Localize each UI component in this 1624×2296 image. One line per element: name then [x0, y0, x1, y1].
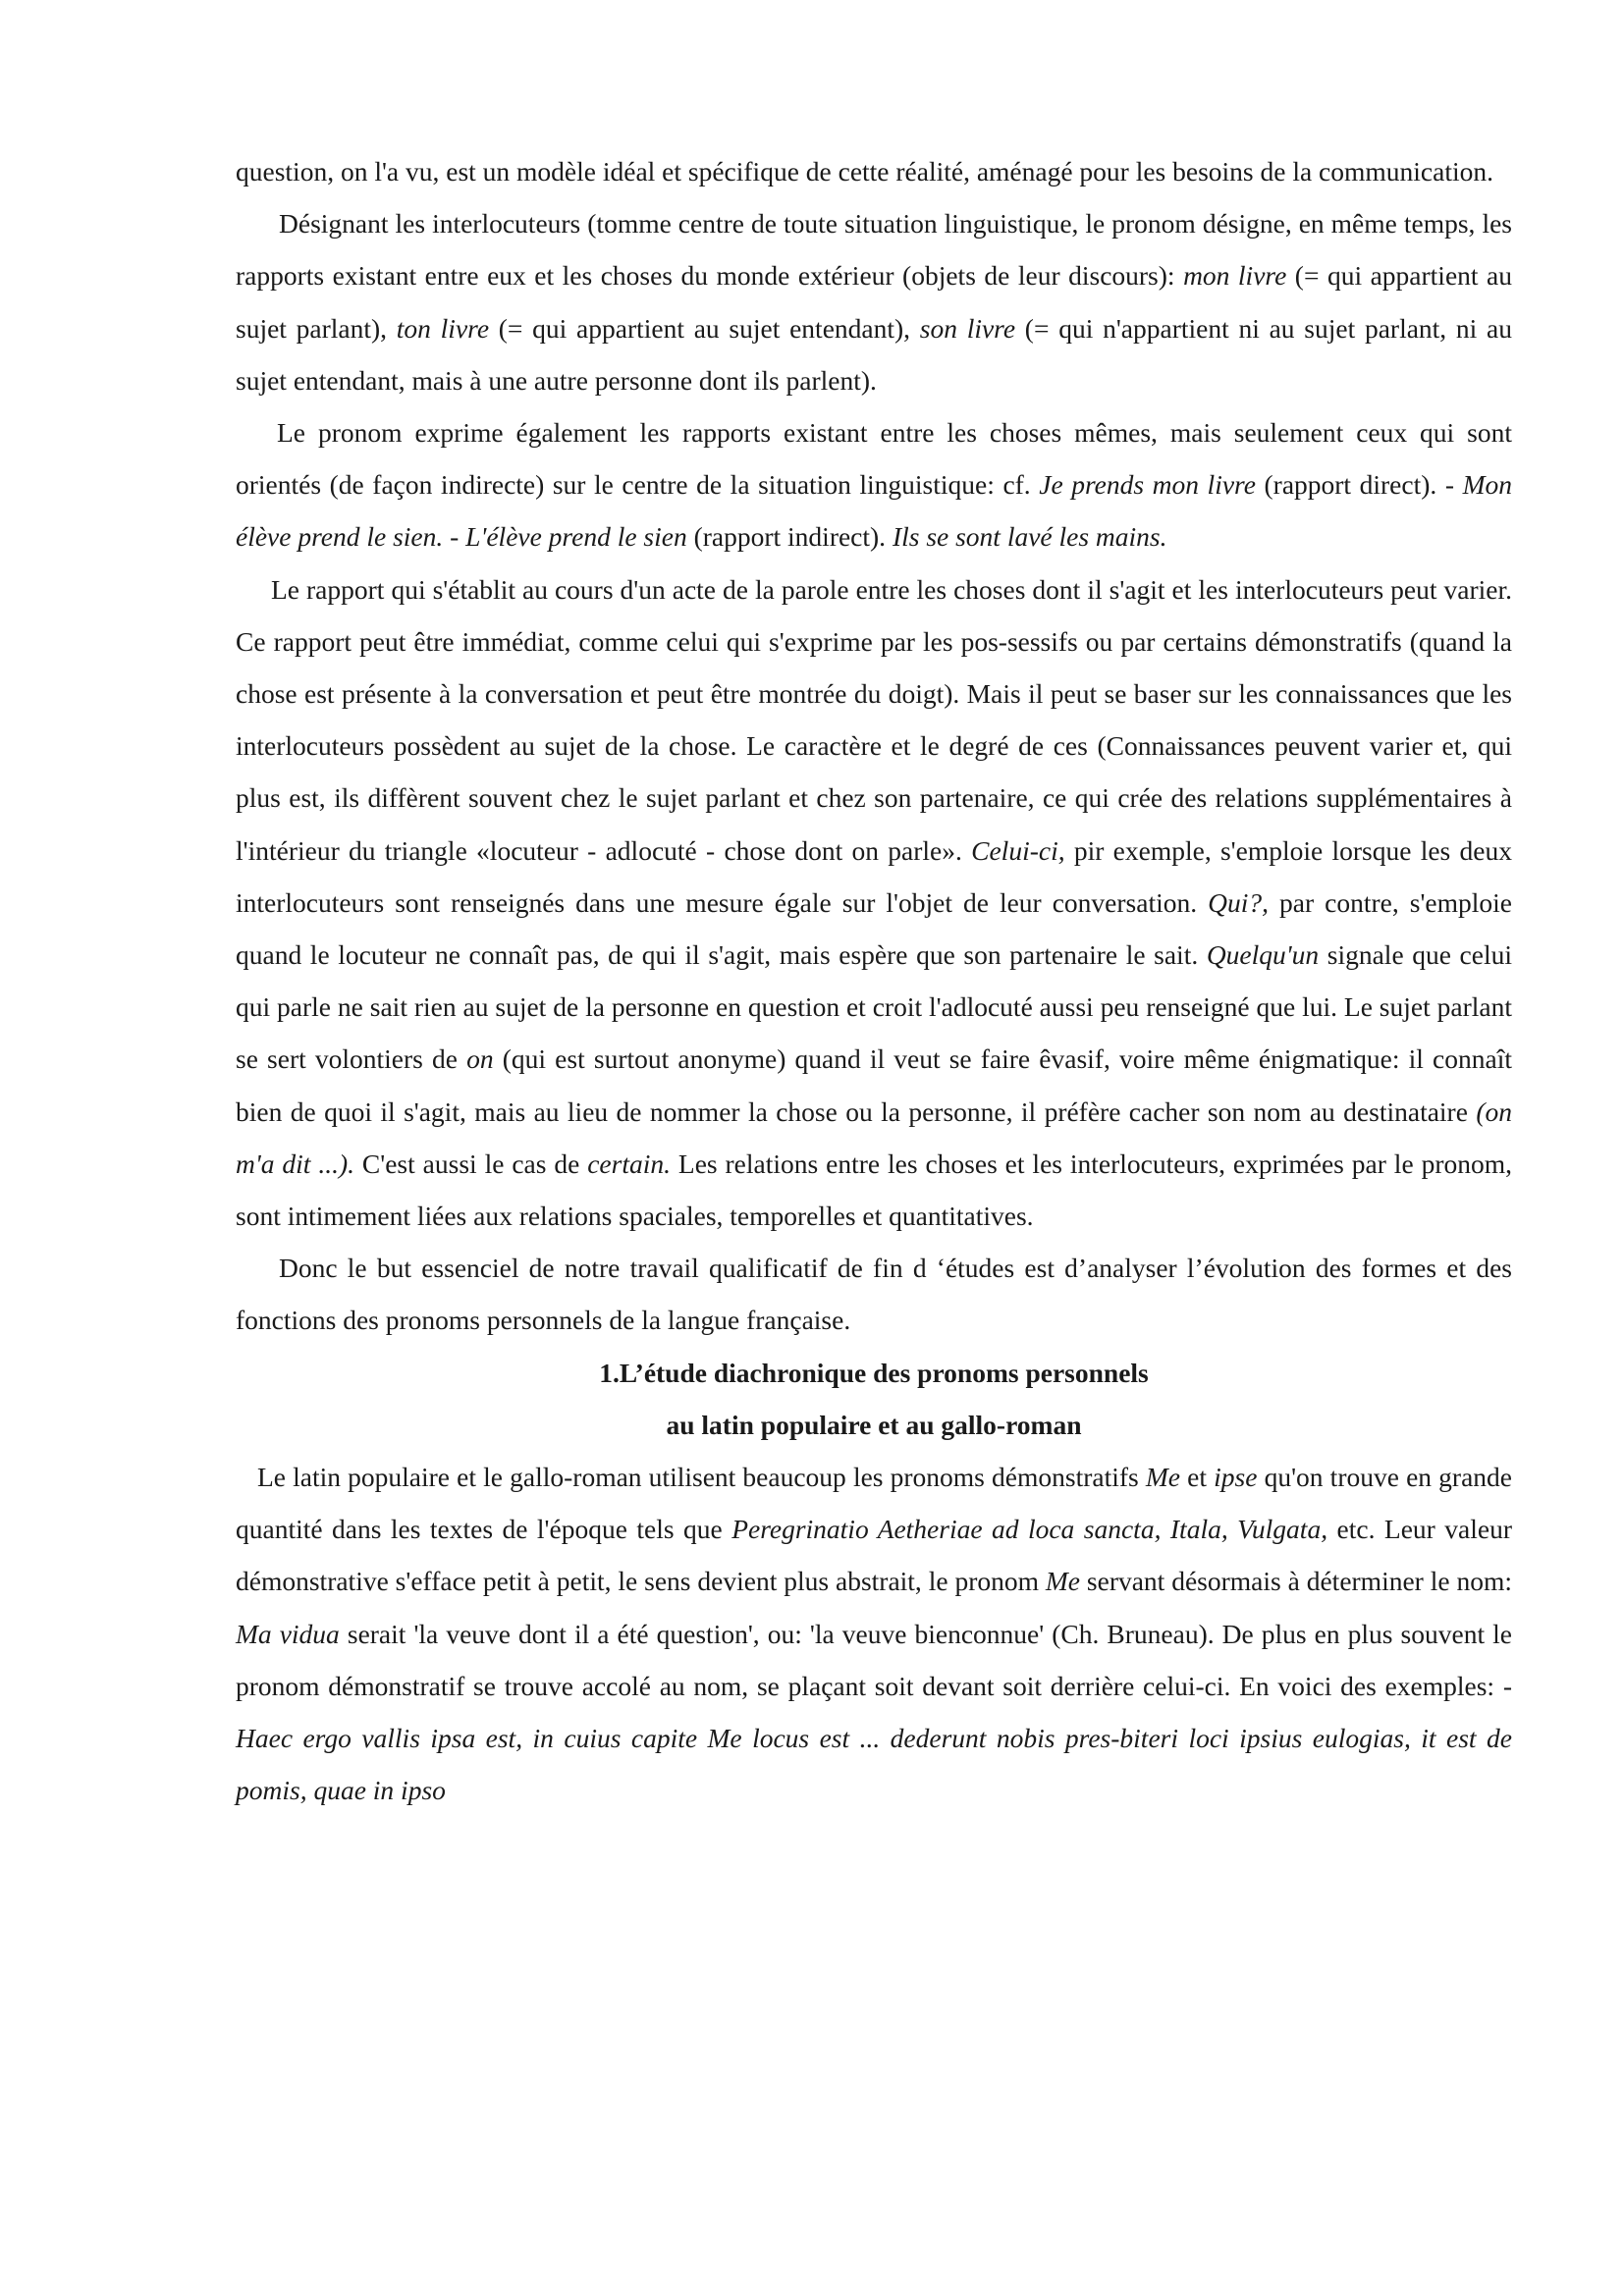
body-text: Le rapport qui s'établit au cours d'un acte de la parole entre les choses dont il s'agit et les interlocuteurs peut varier. Ce rapport peut être immédiat, comme celui qui s'exprime par les pos-sessifs ou par certains démonstratifs (quand la chose est présente à la conversation et peut être montrée du doigt). Mais il peut se baser sur les connaissances que les interlocuteurs possèdent au sujet de la chose. Le caractère et le degré de ces (Connaissances peuvent varier et, qui plus est, ils diffèrent souvent chez le sujet parlant et chez son partenaire, ce qui crée des relations supplémentaires à l'intérieur du triangle «locuteur - adlocuté - chose dont on parle».: [236, 573, 1512, 866]
body-text: servant désormais à déterminer le nom:: [1080, 1566, 1512, 1597]
example-italic-text: Celui-ci,: [971, 834, 1065, 866]
example-italic-text: Ils se sont lavé les mains.: [892, 521, 1167, 553]
body-text: signale que celui qui parle ne sait rien au sujet de la personne en question et croit l'adlocuté aussi peu renseigné que lui. Le sujet parlant se sert volontiers de: [236, 939, 1512, 1075]
body-text: etc. Leur valeur démonstrative s'efface petit à petit, le sens devient plus abstrait, le pronom: [236, 1514, 1512, 1597]
paragraph: [236, 563, 1512, 1243]
section-heading-line-2: au latin populaire et au gallo-roman: [666, 1409, 1082, 1440]
example-italic-text: (on m'a dit ...).: [236, 1095, 1512, 1179]
body-text: Le latin populaire et le gallo-roman utilisent beaucoup les pronoms démonstratifs: [257, 1462, 1146, 1493]
example-italic-text: Peregrinatio Aetheriae ad loca sancta, Itala, Vulgata,: [731, 1514, 1328, 1545]
document-page: [236, 145, 1512, 1817]
body-text: pir exemple, s'emploie lorsque les deux interlocuteurs sont renseignés dans une mesure égale sur l'objet de leur conversation.: [236, 834, 1512, 918]
paragraph: [236, 1451, 1512, 1816]
example-italic-text: Je prends mon livre: [1039, 469, 1256, 501]
paragraph: [236, 1242, 1512, 1346]
example-italic-text: Haec ergo vallis ipsa est, in cuius capite Me locus est ... dederunt nobis pres-biteri loci ipsius eulogias, it est de pomis, quae in ipso: [236, 1723, 1512, 1806]
body-text: question, on l'a vu, est un modèle idéal et spécifique de cette réalité, aménagé pour les besoins de la communication.: [236, 156, 1493, 187]
example-italic-text: Qui?,: [1208, 886, 1269, 918]
paragraph: [236, 197, 1512, 406]
section-heading-line-1: 1.L’étude diachronique des pronoms personnels: [599, 1357, 1149, 1388]
body-text: -: [443, 521, 466, 553]
body-text: Le pronom exprime également les rapports existant entre les choses mêmes, mais seulement ceux qui sont orientés (de façon indirecte) sur le centre de la situation linguistique: cf.: [236, 417, 1512, 501]
body-text: et: [1179, 1462, 1215, 1493]
body-text: serait 'la veuve dont il a été question', ou: 'la veuve bienconnue' (Ch. Bruneau). De plus en plus souvent le pronom démonstratif se trouve accolé au nom, se plaçant soit devant soit derrière celui-ci. En voici des exemples: -: [236, 1618, 1512, 1701]
body-text: C'est aussi le cas de: [354, 1148, 588, 1179]
body-text: par contre, s'emploie quand le locuteur ne connaît pas, de qui il s'agit, mais espère que son partenaire le sait.: [236, 886, 1512, 971]
body-text: qu'on trouve en grande quantité dans les textes de l'époque tels que: [236, 1462, 1512, 1545]
example-italic-text: L'élève prend le sien: [465, 521, 687, 553]
example-italic-text: Me: [1145, 1462, 1180, 1493]
body-text: (qui est surtout anonyme) quand il veut se faire êvasif, voire même énigmatique: il connaît bien de quoi il s'agit, mais au lieu de nommer la chose ou la personne, il préfère cacher son nom au destinataire: [236, 1043, 1512, 1127]
paragraph: [236, 406, 1512, 563]
paragraph: [236, 145, 1512, 197]
body-text: Donc le but essenciel de notre travail qualificatif de fin d ‘études est d’analyser l’évolution des formes et des fonctions des pronoms personnels de la langue française.: [236, 1253, 1512, 1336]
example-italic-text: mon livre: [1183, 260, 1287, 292]
example-italic-text: ipse: [1214, 1462, 1258, 1493]
example-italic-text: Mon élève prend le sien.: [236, 469, 1512, 553]
example-italic-text: son livre: [919, 312, 1016, 344]
example-italic-text: certain.: [587, 1148, 671, 1179]
body-text: Les relations entre les choses et les interlocuteurs, exprimées par le pronom, sont intimement liées aux relations spaciales, temporelles et quantitatives.: [236, 1148, 1512, 1232]
example-italic-text: Me: [1045, 1566, 1081, 1597]
example-italic-text: on: [466, 1043, 494, 1075]
body-text: (= qui n'appartient ni au sujet parlant, ni au sujet entendant, mais à une autre personne dont ils parlent).: [236, 312, 1512, 396]
body-text: Désignant les interlocuteurs (tomme centre de toute situation linguistique, le pronom désigne, en même temps, les rapports existant entre eux et les choses du monde extérieur (objets de leur discours):: [236, 208, 1512, 292]
example-italic-text: ton livre: [396, 312, 490, 344]
example-italic-text: Ma vidua: [236, 1618, 340, 1649]
body-text: (rapport indirect).: [686, 521, 893, 553]
body-text: (= qui appartient au sujet parlant),: [236, 260, 1512, 344]
body-text: (rapport direct). -: [1255, 469, 1463, 501]
example-italic-text: Quelqu'un: [1206, 939, 1320, 971]
body-text: (= qui appartient au sujet entendant),: [489, 312, 920, 344]
